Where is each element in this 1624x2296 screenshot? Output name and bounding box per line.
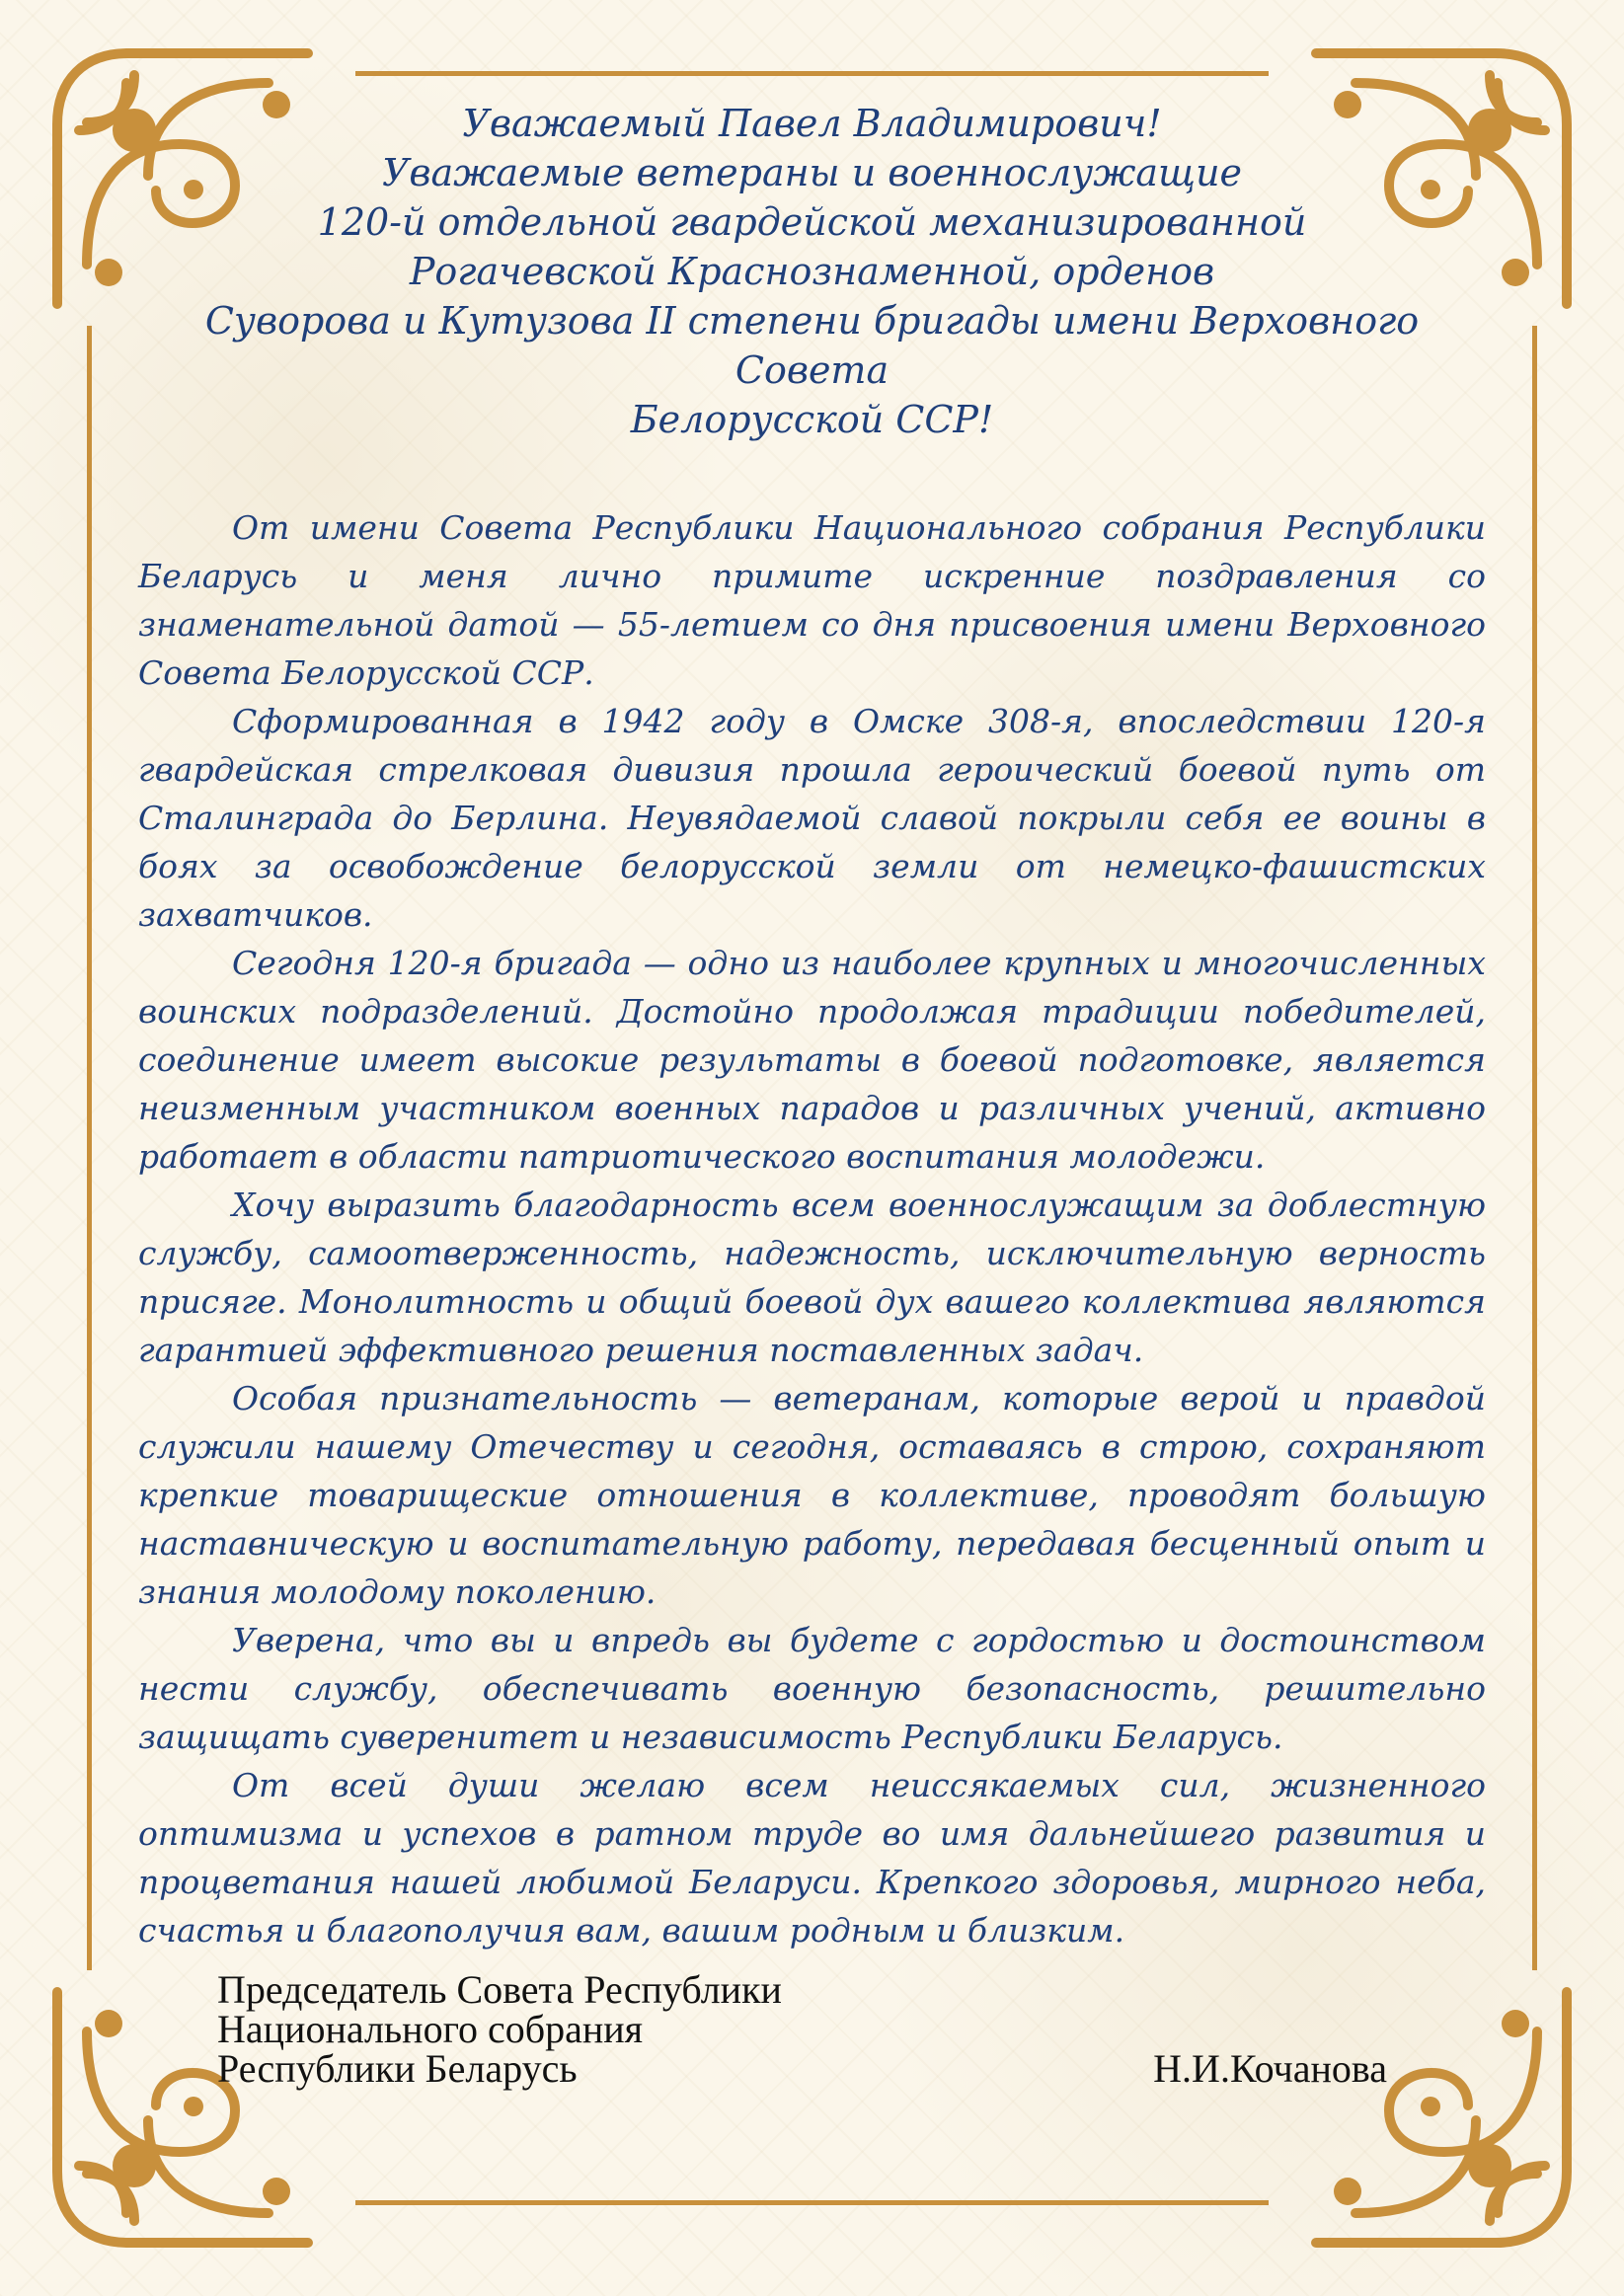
body-paragraph: Сегодня 120-я бригада — одно из наиболее крупных и многочисленных воинских подразделений. Достойно продолжая традиции победителей, соединение имеет высокие результаты в боевой подготовке, является неизменным участником военных парадов и различных учений, активно работает в области патриотического воспитания молодежи. [138,944,1486,1176]
frame-top-line [355,71,1269,76]
body-paragraph: От имени Совета Республики Национального собрания Республики Беларусь и меня лично примите искренние поздравления со знаменательной датой — 55-летием со дня присвоения имени Верховного Совета Белорусской ССР. [138,508,1486,692]
salutation-line: Рогачевской Краснознаменной, орденов [409,250,1215,293]
salutation-block [138,99,1486,444]
signature-title-line: Национального собрания [217,2007,644,2051]
body-paragraph: Особая признательность — ветеранам, которые верой и правдой служили нашему Отечеству и сегодня, оставаясь в строю, сохраняют крепкие товарищеские отношения в коллективе, проводят большую наставническую и воспитательную работу, передавая бесценный опыт и знания молодому поколению. [138,1379,1486,1611]
salutation-line: Уважаемые ветераны и военнослужащие [381,151,1243,194]
salutation-line: Суворова и Кутузова II степени бригады имени Верховного Совета [204,299,1420,392]
salutation-line: 120-й отдельной гвардейской механизированной [317,200,1307,244]
salutation-line: Уважаемый Павел Владимирович! [462,102,1162,145]
signature-title-line: Председатель Совета Республики [217,1967,782,2012]
frame-bottom-line [355,2200,1269,2205]
signature-title-line: Республики Беларусь [217,2046,578,2091]
body-paragraph: Сформированная в 1942 году в Омске 308-я, впоследствии 120-я гвардейская стрелковая дивизия прошла героический боевой путь от Сталинграда до Берлина. Неувядаемой славой покрыли себя ее воины в боях за освобождение белорусской земли от немецко-фашистских захватчиков. [138,702,1486,934]
signature-block [217,1967,1387,2091]
frame-left-line [87,326,92,1970]
body-paragraph: От всей души желаю всем неиссякаемых сил, жизненного оптимизма и успехов в ратном труде во имя дальнейшего развития и процветания нашей любимой Беларуси. Крепкого здоровья, мирного неба, счастья и благополучия вам, вашим родным и близким. [138,1766,1486,1950]
signature-name: Н.И.Кочанова [1153,2046,1387,2091]
salutation-line: Белорусской ССР! [630,398,994,441]
letter-content [138,99,1486,2039]
body-paragraph: Хочу выразить благодарность всем военнослужащим за доблестную службу, самоотверженность, надежность, исключительную верность присяге. Монолитность и общий боевой дух вашего коллектива являются гарантией эффективного решения поставленных задач. [138,1186,1486,1369]
body-paragraph: Уверена, что вы и впредь вы будете с гордостью и достоинством нести службу, обеспечивать военную безопасность, решительно защищать суверенитет и независимость Республики Беларусь. [138,1621,1486,1756]
frame-right-line [1532,326,1537,1970]
letter-body [138,503,1486,1954]
